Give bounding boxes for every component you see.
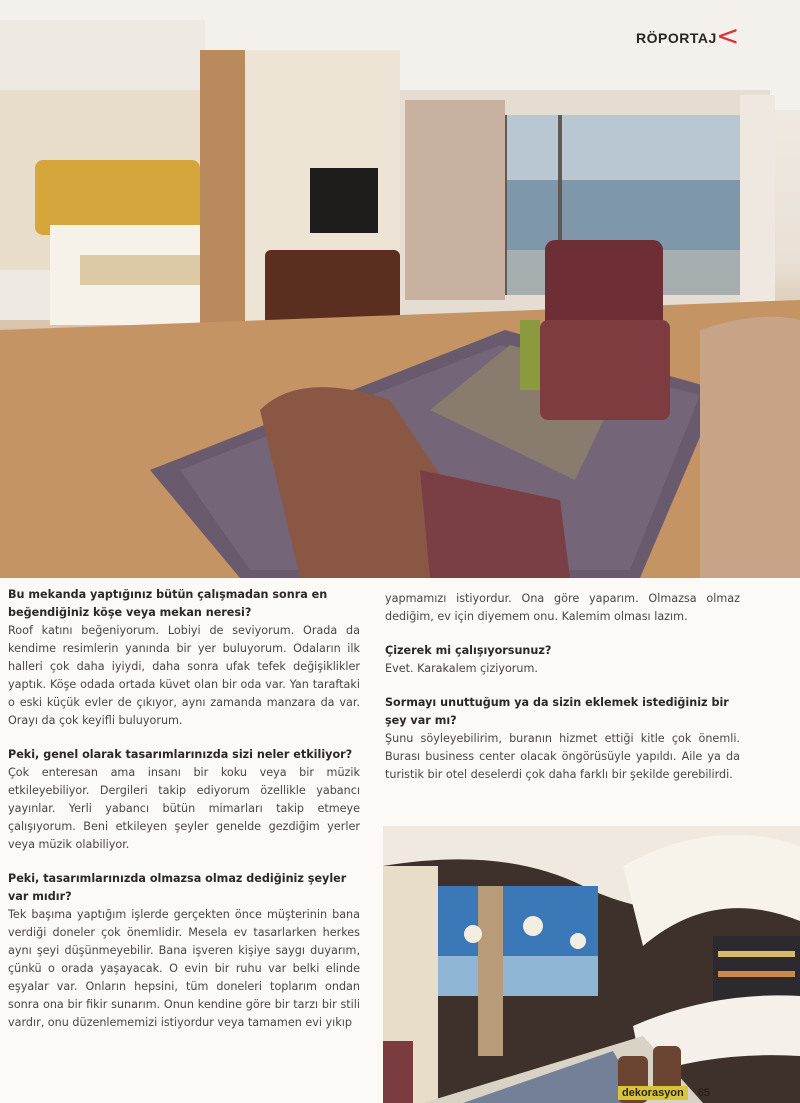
answer-paragraph: yapmamızı istiyordur. Ona göre yaparım. Olmazsa olmaz dediğim, ev için diyemem onu. Kalemim olması lazım. xyxy=(385,592,740,623)
answer-paragraph: Şunu söyleyebilirim, buranın hizmet ettiği kitle çok önemli. Burası business center olacak öngörüsüyle yapıldı. Aile ya da turistik bir otel deselerdi çok daha farklı bir şekilde gerebilirdi. xyxy=(385,732,740,781)
lounge-bar-photo xyxy=(383,826,800,1103)
question-heading: Çizerek mi çalışıyorsunuz? xyxy=(385,644,552,657)
article-left-column xyxy=(8,586,360,1048)
page-number: 65 xyxy=(697,1087,710,1099)
question-heading: Sormayı unuttuğum ya da sizin eklemek istediğiniz bir şey var mı? xyxy=(385,696,729,727)
article-right-column xyxy=(385,590,740,800)
question-heading: Bu mekanda yaptığınız bütün çalışmadan sonra en beğendiğiniz köşe veya mekan neresi? xyxy=(8,588,328,619)
question-heading: Peki, tasarımlarınızda olmazsa olmaz dediğiniz şeyler var mıdır? xyxy=(8,872,347,903)
question-heading: Peki, genel olarak tasarımlarınızda sizi neler etkiliyor? xyxy=(8,748,353,761)
answer-paragraph: Evet. Karakalem çiziyorum. xyxy=(385,662,538,675)
answer-paragraph: Çok enteresan ama insanı bir koku veya bir müzik etkileyebiliyor. Dergileri takip ediyorum özellikle yabancı yayınlar. Yerli yabancı bütün mimarları takip etmeye çalışıyorum. Beni etkileyen şeyler genelde gezdiğim yerler veya müzik olabiliyor. xyxy=(8,766,360,851)
section-title: RÖPORTAJ xyxy=(636,30,717,46)
page-footer xyxy=(618,1086,710,1100)
lounge-bar-illustration xyxy=(383,826,800,1103)
chevron-left-icon: < xyxy=(716,19,740,52)
answer-paragraph: Roof katını beğeniyorum. Lobiyi de seviyorum. Orada da kendime resimlerin yanında bir yer buluyorum. Odaların ilk halleri çok daha iyiydi, daha sonra ufak tefek değişiklikler yaptık. Köşe odada ortada küvet olan bir oda var. Yan taraftaki o eski küçük evler de çıkıyor, aynı zamanda manzara da var. Orayı da çok keyifli buluyorum. xyxy=(8,624,360,727)
magazine-logo: dekorasyon xyxy=(618,1086,688,1100)
answer-paragraph: Tek başıma yaptığım işlerde gerçekten önce müşterinin bana verdiği doneler çok önemlidir. Mesela ev tasarlarken herkes aynı şeyi düşünmeyebilir. Bana işveren kişiye saygı duyarım, çünkü o orada yaşayacak. O evin bir ruhu var belki elinde eşyalar var. Onların hepsini, tüm doneleri toplarım ondan sonra ona bir fikir sunarım. Onun kendine göre bir tarzı bir stili vardır, onu düzenlememizi istiyordur veya tamamen evi yıkıp xyxy=(8,908,360,1029)
